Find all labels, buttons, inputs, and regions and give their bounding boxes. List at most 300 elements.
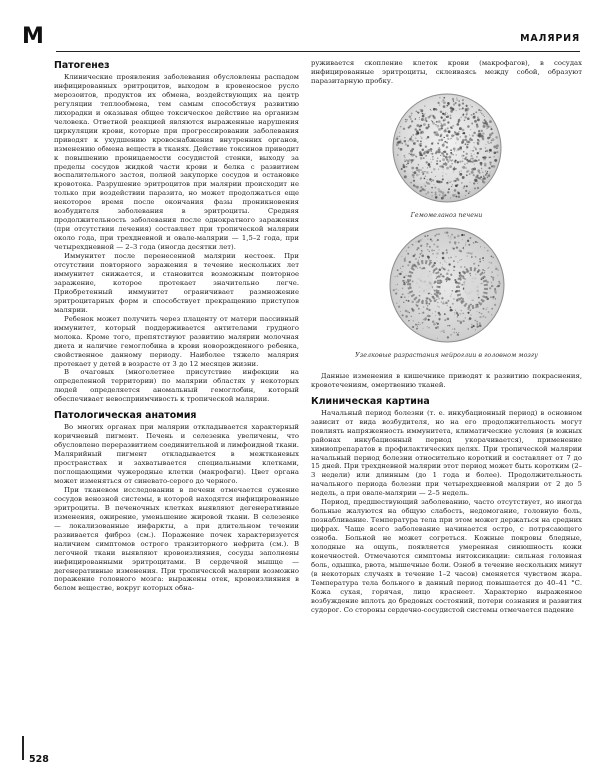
micrograph-speckle [477, 242, 478, 243]
micrograph-speckle [444, 156, 447, 159]
micrograph-speckle [482, 315, 484, 317]
micrograph-speckle [432, 287, 433, 288]
micrograph-speckle [465, 105, 467, 107]
micrograph-speckle [486, 125, 487, 126]
micrograph-speckle [489, 161, 491, 163]
micrograph-speckle [403, 302, 404, 303]
micrograph-speckle [433, 168, 436, 171]
micrograph-speckle [426, 326, 427, 327]
micrograph-speckle [447, 191, 449, 193]
paragraph: Ребенок может получить через плаценту от матери пассивный иммунитет, который поддерживается антителами грудного молока. Кроме того, препятствуют развитию малярии молочная диета и наличие гемоглобина в крови новорожденного ребенка, свойственное данному периоду. Наиболее тяжело малярия протекает у детей в возрасте от 3 до 12 месяцев жизни. [54, 314, 299, 368]
micrograph-speckle [415, 304, 416, 305]
micrograph-speckle [476, 321, 478, 323]
micrograph-speckle [440, 134, 442, 136]
micrograph-speckle [437, 142, 439, 144]
micrograph-speckle [440, 123, 441, 124]
micrograph-speckle [453, 260, 455, 262]
micrograph-speckle [429, 247, 430, 248]
micrograph-speckle [489, 120, 492, 123]
micrograph-speckle [442, 158, 445, 161]
micrograph-speckle [408, 261, 410, 263]
micrograph-speckle [461, 321, 462, 322]
micrograph-speckle [454, 184, 457, 187]
micrograph-speckle [456, 123, 459, 126]
micrograph-speckle [494, 298, 495, 299]
micrograph-speckle [462, 151, 464, 153]
micrograph-speckle [427, 305, 428, 306]
micrograph-speckle [445, 278, 447, 280]
micrograph-speckle [410, 118, 411, 119]
micrograph-speckle [474, 319, 476, 321]
micrograph-speckle [436, 305, 437, 306]
micrograph-speckle [435, 131, 438, 134]
micrograph-speckle [469, 237, 471, 239]
micrograph-speckle [404, 156, 405, 157]
micrograph-speckle [490, 255, 492, 257]
micrograph-speckle [457, 119, 460, 122]
micrograph-speckle [452, 171, 453, 172]
micrograph-speckle [430, 110, 431, 111]
micrograph-speckle [426, 136, 428, 138]
micrograph-speckle [450, 138, 451, 139]
micrograph-speckle [434, 133, 436, 135]
micrograph-speckle [395, 292, 397, 294]
micrograph-speckle [495, 266, 496, 267]
micrograph-speckle [397, 290, 398, 291]
figure-caption-liver: Гемомеланоз печени [410, 210, 483, 219]
micrograph-speckle [474, 179, 477, 182]
micrograph-speckle [452, 125, 454, 127]
micrograph-speckle [465, 114, 467, 116]
micrograph-speckle [462, 114, 464, 116]
micrograph-speckle [482, 132, 485, 135]
micrograph-speckle [463, 234, 465, 236]
micrograph-speckle [470, 275, 471, 276]
micrograph-speckle [422, 328, 423, 329]
micrograph-speckle [444, 162, 446, 164]
micrograph-speckle [417, 324, 418, 325]
micrograph-speckle [395, 288, 396, 289]
micrograph-speckle [449, 165, 452, 168]
micrograph-speckle [443, 118, 446, 121]
micrograph-speckle [452, 329, 453, 330]
micrograph-speckle [438, 194, 440, 196]
micrograph-speckle [410, 316, 411, 317]
micrograph-speckle [429, 178, 431, 180]
micrograph-speckle [470, 150, 471, 151]
micrograph-speckle [464, 116, 467, 119]
micrograph-speckle [455, 178, 456, 179]
micrograph-speckle [424, 145, 426, 147]
micrograph-speckle [490, 296, 492, 298]
micrograph-speckle [426, 179, 427, 180]
micrograph-speckle [437, 302, 439, 304]
micrograph-speckle [439, 104, 440, 105]
micrograph-speckle [497, 274, 498, 275]
micrograph-speckle [395, 137, 398, 140]
micrograph-speckle [455, 310, 456, 311]
micrograph-speckle [457, 314, 459, 316]
micrograph-speckle [478, 177, 479, 178]
micrograph-speckle [462, 132, 464, 134]
micrograph-speckle [437, 148, 440, 151]
micrograph-speckle [410, 162, 411, 163]
micrograph-speckle [402, 265, 403, 266]
micrograph-speckle [452, 154, 453, 155]
micrograph-speckle [413, 142, 416, 145]
micrograph-speckle [488, 137, 489, 138]
micrograph-speckle [454, 180, 456, 182]
micrograph-speckle [431, 120, 432, 121]
micrograph-speckle [463, 119, 465, 121]
micrograph-speckle [487, 250, 488, 251]
micrograph-speckle [431, 195, 432, 196]
micrograph-speckle [425, 138, 427, 140]
micrograph-speckle [482, 156, 484, 158]
micrograph-speckle [473, 154, 474, 155]
micrograph-speckle [443, 101, 446, 104]
micrograph-speckle [437, 188, 440, 191]
micrograph-speckle [464, 138, 466, 140]
micrograph-speckle [397, 305, 399, 307]
micrograph-speckle [398, 300, 399, 301]
page-number: 528 [29, 754, 49, 765]
micrograph-speckle [424, 175, 426, 177]
micrograph-speckle [446, 231, 448, 233]
micrograph-speckle [488, 267, 489, 268]
micrograph-speckle [476, 176, 477, 177]
micrograph-speckle [435, 315, 436, 316]
micrograph-speckle [448, 188, 450, 190]
micrograph-speckle [443, 196, 444, 197]
micrograph-speckle [471, 256, 473, 258]
micrograph-speckle [424, 119, 426, 121]
micrograph-speckle [496, 285, 498, 287]
micrograph-speckle [428, 303, 430, 305]
micrograph-speckle [451, 233, 453, 235]
brain-micrograph-image [388, 226, 506, 344]
micrograph-speckle [484, 247, 485, 248]
micrograph-speckle [437, 168, 438, 169]
micrograph-speckle [417, 169, 420, 172]
micrograph-speckle [465, 190, 467, 192]
micrograph-speckle [456, 150, 457, 151]
micrograph-speckle [419, 324, 420, 325]
micrograph-speckle [451, 290, 453, 292]
micrograph-speckle [464, 266, 465, 267]
micrograph-speckle [449, 197, 450, 198]
micrograph-speckle [441, 165, 443, 167]
micrograph-speckle [401, 293, 403, 295]
micrograph-speckle [422, 167, 423, 168]
micrograph-speckle [481, 169, 482, 170]
micrograph-speckle [406, 164, 407, 165]
micrograph-speckle [425, 308, 427, 310]
micrograph-speckle [489, 164, 491, 166]
micrograph-speckle [421, 322, 423, 324]
micrograph-speckle [404, 119, 405, 120]
micrograph-speckle [415, 167, 418, 170]
micrograph-speckle [458, 100, 460, 102]
micrograph-speckle [484, 174, 486, 176]
micrograph-speckle [400, 139, 401, 140]
micrograph-speckle [447, 138, 449, 140]
micrograph-speckle [440, 293, 441, 294]
micrograph-speckle [427, 126, 429, 128]
micrograph-speckle [476, 311, 477, 312]
micrograph-speckle [438, 151, 441, 154]
micrograph-speckle [460, 250, 462, 252]
micrograph-speckle [412, 134, 413, 135]
micrograph-speckle [459, 160, 461, 162]
micrograph-speckle [438, 249, 439, 250]
micrograph-speckle [458, 332, 459, 333]
micrograph-speckle [420, 186, 422, 188]
micrograph-speckle [447, 180, 448, 181]
micrograph-speckle [498, 282, 500, 284]
micrograph-speckle [416, 170, 417, 171]
micrograph-speckle [407, 246, 409, 248]
micrograph-speckle [422, 157, 424, 159]
micrograph-speckle [431, 121, 432, 122]
micrograph-speckle [445, 158, 447, 160]
micrograph-speckle [454, 243, 456, 245]
micrograph-speckle [461, 154, 464, 157]
micrograph-speckle [465, 244, 466, 245]
micrograph-speckle [445, 173, 446, 174]
micrograph-speckle [452, 168, 455, 171]
micrograph-speckle [477, 265, 479, 267]
micrograph-speckle [485, 150, 487, 152]
micrograph-speckle [433, 262, 435, 264]
micrograph-speckle [468, 138, 471, 141]
section-title-clinical-picture: Клиническая картина [311, 395, 430, 407]
micrograph-speckle [420, 137, 421, 138]
micrograph-speckle [453, 150, 454, 151]
micrograph-speckle [442, 264, 443, 265]
micrograph-speckle [408, 127, 409, 128]
micrograph-speckle [470, 304, 471, 305]
micrograph-speckle [470, 171, 473, 174]
micrograph-speckle [408, 115, 410, 117]
micrograph-speckle [419, 190, 421, 192]
micrograph-speckle [461, 234, 463, 236]
micrograph-speckle [489, 173, 490, 174]
micrograph-speckle [405, 250, 406, 251]
micrograph-speckle [450, 186, 451, 187]
micrograph-speckle [475, 160, 477, 162]
micrograph-speckle [468, 141, 470, 143]
micrograph-speckle [417, 164, 418, 165]
micrograph-speckle [452, 103, 454, 105]
micrograph-speckle [496, 147, 498, 149]
micrograph-speckle [451, 247, 452, 248]
micrograph-speckle [421, 252, 422, 253]
micrograph-speckle [435, 322, 436, 323]
micrograph-speckle [485, 317, 486, 318]
micrograph-speckle [493, 151, 496, 154]
micrograph-speckle [410, 137, 412, 139]
micrograph-speckle [436, 260, 437, 261]
micrograph-speckle [473, 262, 475, 264]
micrograph-speckle [430, 151, 431, 152]
micrograph-speckle [410, 182, 412, 184]
micrograph-speckle [431, 171, 432, 172]
micrograph-speckle [466, 144, 467, 145]
micrograph-speckle [425, 126, 428, 129]
micrograph-speckle [446, 305, 447, 306]
micrograph-speckle [422, 173, 424, 175]
micrograph-speckle [497, 269, 498, 270]
micrograph-speckle [475, 123, 477, 125]
micrograph-speckle [400, 296, 402, 298]
micrograph-speckle [469, 252, 470, 253]
micrograph-speckle [480, 313, 482, 315]
micrograph-speckle [435, 121, 437, 123]
micrograph-speckle [484, 147, 485, 148]
page-number-rule [22, 736, 24, 760]
micrograph-speckle [452, 194, 455, 197]
micrograph-speckle [450, 274, 452, 276]
micrograph-speckle [438, 128, 441, 131]
micrograph-speckle [428, 259, 429, 260]
micrograph-speckle [457, 242, 459, 244]
micrograph-speckle [434, 196, 437, 199]
micrograph-speckle [418, 322, 419, 323]
micrograph-speckle [426, 235, 428, 237]
micrograph-speckle [408, 312, 409, 313]
micrograph-speckle [439, 165, 441, 167]
micrograph-speckle [404, 160, 406, 162]
micrograph-speckle [467, 328, 468, 329]
micrograph-speckle [458, 171, 459, 172]
micrograph-speckle [469, 158, 471, 160]
micrograph-speckle [438, 139, 440, 141]
micrograph-speckle [479, 316, 481, 318]
micrograph-speckle [406, 144, 408, 146]
micrograph-speckle [437, 120, 440, 123]
paragraph: руживается скопление клеток крови (макрофагов), в сосудах инфицированные эритроциты, склеиваясь между собой, образуют паразитарную пробку. [311, 59, 582, 85]
micrograph-speckle [459, 321, 461, 323]
micrograph-speckle [466, 148, 467, 149]
micrograph-speckle [467, 240, 468, 241]
micrograph-speckle [431, 156, 433, 158]
micrograph-speckle [420, 109, 422, 111]
micrograph-speckle [403, 170, 405, 172]
micrograph-speckle [457, 191, 459, 193]
micrograph-speckle [404, 143, 406, 145]
micrograph-speckle [483, 175, 484, 176]
micrograph-speckle [459, 173, 462, 176]
micrograph-speckle [420, 136, 421, 137]
micrograph-speckle [443, 331, 445, 333]
micrograph-speckle [465, 242, 466, 243]
micrograph-speckle [441, 276, 442, 277]
micrograph-speckle [447, 113, 448, 114]
micrograph-speckle [410, 120, 412, 122]
micrograph-speckle [474, 120, 477, 123]
micrograph-speckle [446, 182, 447, 183]
micrograph-speckle [421, 148, 424, 151]
micrograph-speckle [452, 184, 453, 185]
micrograph-speckle [403, 260, 405, 262]
figure-caption-brain: Узелковые разрастания нейроглии в головном мозгу [355, 350, 538, 359]
micrograph-speckle [431, 240, 433, 242]
micrograph-speckle [449, 181, 451, 183]
micrograph-speckle [437, 157, 438, 158]
micrograph-speckle [483, 270, 484, 271]
micrograph-speckle [434, 235, 436, 237]
micrograph-speckle [481, 138, 483, 140]
micrograph-speckle [481, 302, 482, 303]
micrograph-speckle [448, 263, 450, 265]
micrograph-speckle [470, 326, 472, 328]
micrograph-speckle [432, 271, 434, 273]
micrograph-speckle [490, 142, 492, 144]
micrograph-speckle [443, 123, 446, 126]
micrograph-speckle [459, 136, 460, 137]
micrograph-speckle [420, 250, 421, 251]
micrograph-speckle [473, 142, 474, 143]
micrograph-speckle [494, 159, 497, 162]
micrograph-speckle [442, 329, 444, 331]
micrograph-speckle [470, 155, 472, 157]
micrograph-speckle [454, 102, 456, 104]
micrograph-speckle [475, 111, 477, 113]
micrograph-speckle [462, 139, 465, 142]
micrograph-speckle [478, 322, 480, 324]
micrograph-speckle [460, 259, 461, 260]
micrograph-speckle [482, 114, 483, 115]
micrograph-speckle [401, 142, 403, 144]
micrograph-speckle [435, 124, 436, 125]
micrograph-speckle [453, 298, 455, 300]
micrograph-speckle [470, 306, 471, 307]
micrograph-speckle [399, 132, 400, 133]
micrograph-speckle [478, 130, 480, 132]
micrograph-speckle [486, 307, 487, 308]
micrograph-speckle [447, 300, 449, 302]
micrograph-speckle [419, 174, 420, 175]
running-header-topic: МАЛЯРИЯ [520, 33, 580, 44]
micrograph-speckle [432, 253, 433, 254]
micrograph-speckle [398, 136, 399, 137]
micrograph-speckle [451, 134, 454, 137]
micrograph-speckle [397, 141, 400, 144]
micrograph-speckle [479, 112, 480, 113]
micrograph-speckle [445, 252, 447, 254]
micrograph-speckle [480, 110, 481, 111]
micrograph-speckle [488, 149, 491, 152]
micrograph-speckle [484, 156, 486, 158]
micrograph-speckle [400, 168, 402, 170]
micrograph-speckle [449, 306, 451, 308]
micrograph-speckle [395, 143, 398, 146]
micrograph-speckle [453, 270, 454, 271]
micrograph-speckle [468, 244, 470, 246]
micrograph-speckle [482, 308, 484, 310]
micrograph-speckle [444, 260, 445, 261]
micrograph-speckle [441, 101, 442, 102]
micrograph-speckle [446, 272, 449, 275]
micrograph-speckle [401, 271, 402, 272]
micrograph-speckle [429, 109, 430, 110]
micrograph-speckle [421, 155, 422, 156]
micrograph-speckle [441, 178, 443, 180]
micrograph-speckle [468, 191, 470, 193]
micrograph-speckle [428, 251, 429, 252]
micrograph-speckle [444, 290, 445, 291]
